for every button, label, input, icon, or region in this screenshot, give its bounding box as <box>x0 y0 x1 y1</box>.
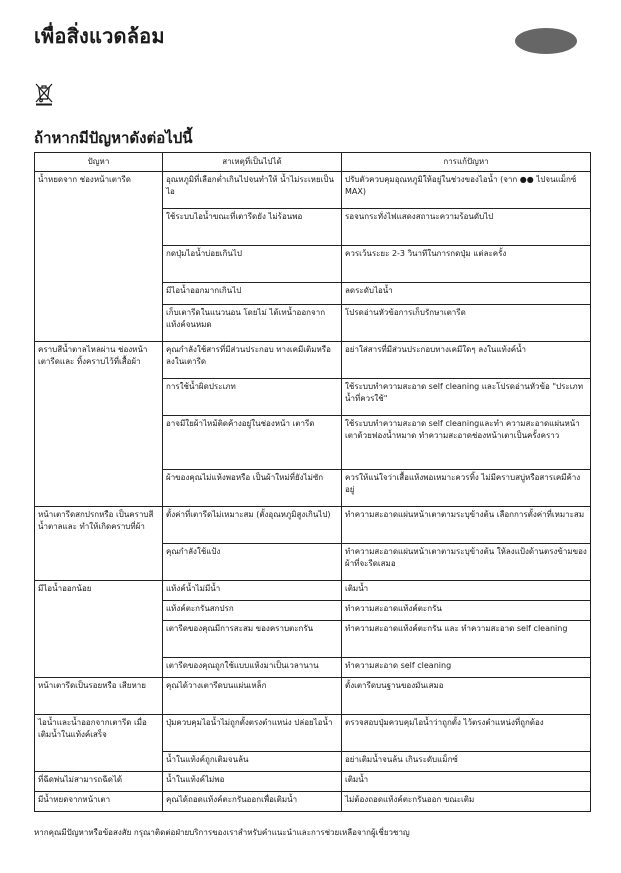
cause-cell: น้ำในแท้งค์ถูกเติมจนล้น <box>163 752 342 772</box>
problem-cell: คราบสีน้ำตาลไหลผ่าน ช่องหน้าเตารีดและ ทิ้งคราบไว้ที่เสื้อผ้า <box>35 342 163 507</box>
cause-cell: อาจมีใยผ้าไหม้ติดค้างอยู่ในช่องหน้า เตารีด <box>163 416 342 470</box>
solution-cell: อย่าเติมน้ำจนล้น เกินระดับแม็กซ์ <box>342 752 591 772</box>
cause-cell: คุณกำลังใช้แป้ง <box>163 544 342 581</box>
problem-cell: มีไอน้ำออกน้อย <box>35 581 163 678</box>
solution-cell: เติมน้ำ <box>342 581 591 601</box>
cause-cell: แท้งค์ตะกรันสกปรก <box>163 601 342 621</box>
table-row <box>35 172 591 209</box>
problem-cell: น้ำหยดจาก ช่องหน้าเตารีด <box>35 172 163 342</box>
cause-cell: เก็บเตารีดในแนวนอน โดยไม่ ได้เทน้ำออกจากแท้งค์จนหมด <box>163 305 342 342</box>
solution-cell: รอจนกระทั่งไฟแสดงสถานะความร้อนดับไป <box>342 209 591 246</box>
solution-cell: ใช้ระบบทำความสะอาด self cleaning และโปรดอ่านหัวข้อ "ประเภทน้ำที่ควรใช้" <box>342 379 591 416</box>
problem-cell: ไอน้ำและน้ำออกจากเตารีด เมื่อเติมน้ำในแท้งค์เสร็จ <box>35 715 163 772</box>
problem-cell: มีน้ำหยดจากหน้าเตา <box>35 792 163 812</box>
table-row <box>35 678 591 715</box>
cause-cell: แท้งค์น้ำไม่มีน้ำ <box>163 581 342 601</box>
solution-cell: ปรับตัวควบคุมอุณหภูมิให้อยู่ในช่วงของไอน้ำ (จาก ●● ไปจนแม็กซ์ MAX) <box>342 172 591 209</box>
cause-cell: ตั้งค่าที่เตารีดไม่เหมาะสม (ตั้งอุณหภูมิสูงเกินไป) <box>163 507 342 544</box>
cause-cell: ผ้าของคุณไม่แห้งพอหรือ เป็นผ้าใหม่ที่ยังไม่ซัก <box>163 470 342 507</box>
cause-cell: มีไอน้ำออกมากเกินไป <box>163 283 342 305</box>
troubleshooting-table <box>34 152 591 812</box>
cause-cell: อุณหภูมิที่เลือกต่ำเกินไปจนทำให้ น้ำไม่ระเหยเป็นไอ <box>163 172 342 209</box>
header-problem: ปัญหา <box>35 153 163 172</box>
solution-cell: ลดระดับไอน้ำ <box>342 283 591 305</box>
page-title: เพื่อสิ่งแวดล้อม <box>34 24 165 48</box>
header-cause: สาเหตุที่เป็นไปได้ <box>163 153 342 172</box>
cause-cell: คุณได้ถอดแท้งค์ตะกรันออกเพื่อเติมน้ำ <box>163 792 342 812</box>
header-solution: การแก้ปัญหา <box>342 153 591 172</box>
table-row <box>35 581 591 601</box>
footer-note: หากคุณมีปัญหาหรือข้อสงสัย กรุณาติดต่อฝ่ายบริการของเราสำหรับคำแนะนำและการช่วยเหลือจากผู้เชี่ยวชาญ <box>34 828 410 837</box>
crossed-out-wheelie-bin-icon <box>34 82 54 106</box>
cause-cell: กดปุ่มไอน้ำบ่อยเกินไป <box>163 246 342 283</box>
cause-cell: คุณกำลังใช้สารที่มีส่วนประกอบ ทางเคมีเติมหรือลงในเตารีด <box>163 342 342 379</box>
cause-cell: เตารีดของคุณมีการสะสม ของคราบตะกรัน <box>163 621 342 658</box>
cause-cell: น้ำในแท้งค์ไม่พอ <box>163 772 342 792</box>
table-row <box>35 507 591 544</box>
table-header-row <box>35 153 591 172</box>
table-row <box>35 792 591 812</box>
cause-cell: ปุ่มควบคุมไอน้ำไม่ถูกตั้งตรงตำแหน่ง ปล่อยไอน้ำ <box>163 715 342 752</box>
cause-cell: เตารีดของคุณถูกใช้แบบแห้งมาเป็นเวลานาน <box>163 658 342 678</box>
solution-cell: ทำความสะอาดแท้งค์ตะกรัน <box>342 601 591 621</box>
problem-cell: หน้าเตารีดเป็นรอยหรือ เสียหาย <box>35 678 163 715</box>
cause-cell: คุณได้วางเตารีดบนแผ่นเหล็ก <box>163 678 342 715</box>
solution-cell: ไม่ต้องถอดแท้งค์ตะกรันออก ขณะเติม <box>342 792 591 812</box>
table-row <box>35 715 591 752</box>
solution-cell: ทำความสะอาดแผ่นหน้าเตาตามระบุข้างต้น เลือกการตั้งค่าที่เหมาะสม <box>342 507 591 544</box>
problem-cell: ที่ฉีดพ่นไม่สามารถฉีดได้ <box>35 772 163 792</box>
solution-cell: ทำความสะอาด self cleaning <box>342 658 591 678</box>
page-tab-marker <box>515 28 577 54</box>
solution-cell: โปรดอ่านหัวข้อการเก็บรักษาเตารีด <box>342 305 591 342</box>
solution-cell: ตั้งเตารีดบนฐานของมันเสมอ <box>342 678 591 715</box>
solution-cell: ทำความสะอาดแผ่นหน้าเตาตามระบุข้างต้น ให้ลงแป้งด้านตรงข้ามของผ้าที่จะรีดเสมอ <box>342 544 591 581</box>
solution-cell: เติมน้ำ <box>342 772 591 792</box>
cause-cell: การใช้น้ำผิดประเภท <box>163 379 342 416</box>
section-title: ถ้าหากมีปัญหาดังต่อไปนี้ <box>34 129 193 147</box>
problem-cell: หน้าเตารีดสกปรกหรือ เป็นคราบสีน้ำตาลและ ทำให้เกิดคราบที่ผ้า <box>35 507 163 581</box>
table-row <box>35 772 591 792</box>
solution-cell: ควรให้แน่ใจว่าเสื้อแห้งพอเหมาะควรทิ้ง ไม่มีคราบสบู่หรือสารเคมีค้างอยู่ <box>342 470 591 507</box>
solution-cell: อย่าใส่สารที่มีส่วนประกอบทางเคมีใดๆ ลงในแท้งค์น้ำ <box>342 342 591 379</box>
solution-cell: ทำความสะอาดแท้งค์ตะกรัน และ ทำความสะอาด self cleaning <box>342 621 591 658</box>
table-row <box>35 342 591 379</box>
solution-cell: ควรเว้นระยะ 2-3 วินาทีในการกดปุ่ม แต่ละครั้ง <box>342 246 591 283</box>
solution-cell: ใช้ระบบทำความสะอาด self cleaningและทำ ความสะอาดแผ่นหน้าเตาด้วยฟองน้ำหมาด ทำความสะอาดช่องหน้าเตาเป็นครั้งคราว <box>342 416 591 470</box>
cause-cell: ใช้ระบบไอน้ำขณะที่เตารีดยัง ไม่ร้อนพอ <box>163 209 342 246</box>
solution-cell: ตรวจสอบปุ่มควบคุมไอน้ำว่าถูกตั้ง ไว้ตรงตำแหน่งที่ถูกต้อง <box>342 715 591 752</box>
